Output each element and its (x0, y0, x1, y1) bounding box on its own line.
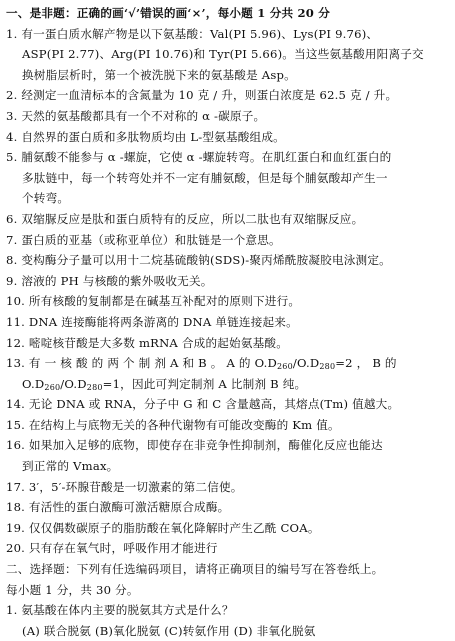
question-line: 1. 有一蛋白质水解产物是以下氨基酸：Val(PI 5.96)、Lys(PI 9.76)、 (6, 26, 379, 41)
section2 (6, 559, 447, 641)
section1-items (6, 24, 447, 559)
question-12: 12. 嘧啶核苷酸是大多数 mRNA 合成的起始氨基酸。 (6, 335, 289, 350)
section2-heading: 二、选择题：下列有任选编码项目，请将正确项目的编号写在答卷纸上。 (6, 562, 384, 577)
question-5 (6, 147, 447, 209)
question-2: 2. 经测定一血清标本的含氮量为 10 克 / 升，则蛋白浓度是 62.5 克 / 升。 (6, 88, 398, 103)
question-9: 9. 溶液的 PH 与核酸的紫外吸收无关。 (6, 273, 213, 288)
q13-text: /O.D (60, 376, 87, 391)
q13-text: O.D (22, 376, 45, 391)
question-7: 7. 蛋白质的亚基（或称亚单位）和肽链是一个意思。 (6, 232, 281, 247)
question-19: 19. 仅仅偶数碳原子的脂肪酸在氧化降解时产生乙酰 COA。 (6, 520, 320, 535)
question-line (6, 353, 447, 374)
question-17: 17. 3′，5′-环腺苷酸是一切激素的第二信使。 (6, 479, 243, 494)
q13-text: 13. 有 一 核 酸 的 两 个 制 剂 A 和 B 。 A 的 O.D (6, 356, 277, 371)
question-line: 个转弯。 (22, 191, 70, 206)
q13-subscript: 260 (44, 382, 61, 392)
question-18: 18. 有活性的蛋白激酶可激活糖原合成酶。 (6, 500, 230, 515)
question-line: 5. 脯氨酸不能参与 α -螺旋，它使 α -螺旋转弯。在肌红蛋白和血红蛋白的 (6, 150, 392, 165)
choice-question-1-options: (A) 联合脱氨 (B)氧化脱氨 (C)转氨作用 (D) 非氧化脱氨 (22, 623, 316, 638)
question-6: 6. 双缩脲反应是肽和蛋白质特有的反应，所以二肽也有双缩脲反应。 (6, 211, 364, 226)
q13-text: =2 ， B 的 (335, 356, 397, 371)
question-13 (6, 353, 447, 394)
question-line: ASP(PI 2.77)、Arg(PI 10.76)和 Tyr(PI 5.66)。当这些氨基酸用阳离子交 (22, 47, 424, 62)
question-line (6, 374, 447, 395)
question-line: 换树脂层析时，第一个被洗脱下来的氨基酸是 Asp。 (22, 67, 296, 82)
q13-text: =1，因此可判定制剂 A 比制剂 B 纯。 (102, 376, 307, 391)
q13-subscript: 260 (277, 362, 293, 372)
question-15: 15. 在结构上与底物无关的各种代谢物有可能改变酶的 Km 值。 (6, 417, 340, 432)
question-14: 14. 无论 DNA 或 RNA，分子中 G 和 C 含量越高，其熔点(Tm) 值越大。 (6, 397, 400, 412)
q13-subscript: 280 (86, 382, 103, 392)
question-8: 8. 变构酶分子量可以用十二烷基硫酸钠(SDS)-聚丙烯酰胺凝胶电泳测定。 (6, 253, 391, 268)
question-line: 16. 如果加入足够的底物，即使存在非竞争性抑制剂，酶催化反应也能达 (6, 438, 383, 453)
question-4: 4. 自然界的蛋白质和多肽物质均由 L-型氨基酸组成。 (6, 129, 285, 144)
question-20: 20. 只有存在氧气时，呼吸作用才能进行 (6, 541, 218, 556)
question-10: 10. 所有核酸的复制都是在碱基互补配对的原则下进行。 (6, 294, 301, 309)
question-3: 3. 天然的氨基酸都具有一个不对称的 α -碳原子。 (6, 108, 266, 123)
section2-heading-cont: 每小题 1 分，共 30 分。 (6, 582, 139, 597)
q13-subscript: 280 (319, 362, 336, 372)
question-11: 11. DNA 连接酶能将两条游离的 DNA 单链连接起来。 (6, 314, 298, 329)
question-16 (6, 435, 447, 476)
question-line: 多肽链中，每一个转弯处并不一定有脯氨酸，但是每个脯氨酸却产生一 (22, 170, 388, 185)
question-line: 到正常的 Vmax。 (22, 459, 119, 474)
q13-text: /O.D (292, 356, 320, 371)
section1-heading: 一、是非题：正确的画‘√’错误的画‘×’，每小题 1 分共 20 分 (6, 6, 331, 20)
question-1 (6, 24, 447, 86)
choice-question-1: 1. 氨基酸在体内主要的脱氨其方式是什么？ (6, 603, 234, 618)
